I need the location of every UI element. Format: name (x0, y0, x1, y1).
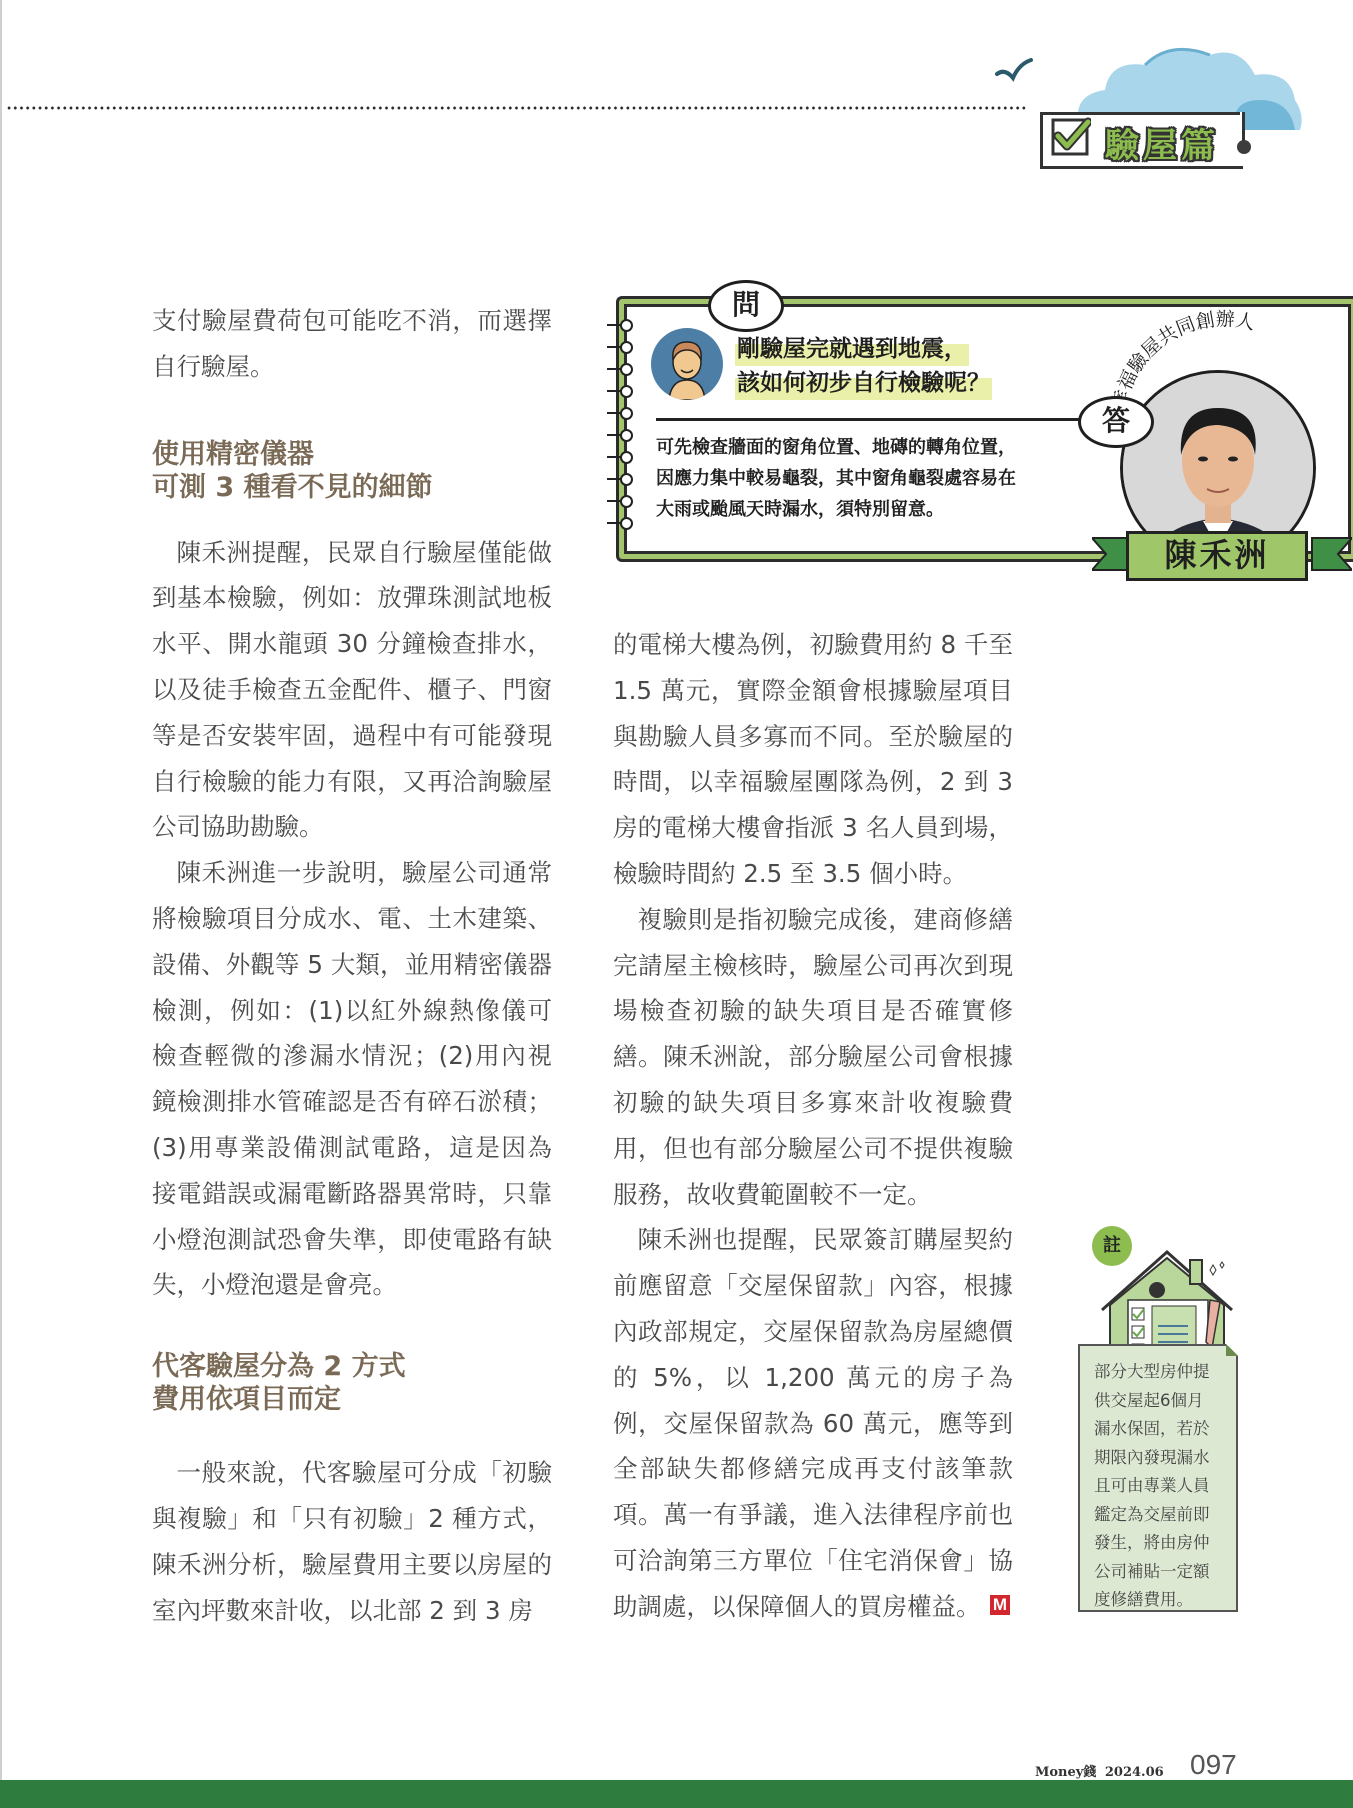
dotted-divider (6, 106, 1026, 110)
middle-column (613, 622, 1013, 1630)
footer-magazine (1035, 1761, 1164, 1780)
section-tag-label: 驗屋篇 (1105, 126, 1219, 166)
body-paragraph: 陳禾洲進一步說明，驗屋公司通常將檢驗項目分成水、電、土木建築、設備、外觀等 5 大類，並用精密儀器檢測，例如：(1)以紅外線熱像儀可檢查輕微的滲漏水情況；(2)用內視鏡檢測排水管確認是否有碎石淤積；(3)用專業設備測試電路，這是因為接電錯誤或漏電斷路器異常時，只靠小燈泡測試恐會失準，即使電路有缺失，小燈泡還是會亮。 (152, 858, 552, 1300)
notebook-rings (607, 319, 637, 539)
note-label-bubble: 註 (1092, 1226, 1132, 1266)
issue-date: 2024.06 (1104, 1765, 1164, 1780)
section-heading-instruments (152, 438, 552, 504)
note-line: 供交屋起6個月 (1094, 1390, 1204, 1410)
heading-line: 使用精密儀器 (152, 438, 314, 470)
section-heading-methods (152, 1350, 552, 1416)
answer-line: 大雨或颱風天時漏水，須特別留意。 (656, 499, 944, 520)
heading-line: 代客驗屋分為 2 方式 (152, 1351, 406, 1383)
note-line: 漏水保固，若於 (1094, 1419, 1210, 1438)
note-line: 期限內發現漏水 (1094, 1447, 1210, 1467)
note-line: 部分大型房仲提 (1094, 1362, 1210, 1381)
section-tag (1040, 112, 1243, 169)
footer-bar (0, 1780, 1353, 1808)
asker-avatar-icon (651, 328, 723, 400)
note-line: 公司補貼一定額 (1094, 1561, 1210, 1581)
note-line: 度修繕費用。 (1094, 1590, 1193, 1609)
note-box (1078, 1344, 1238, 1612)
answer-line: 因應力集中較易龜裂，其中窗角龜裂處容易在 (656, 468, 1016, 489)
question-line: 剛驗屋完就遇到地震， (735, 332, 969, 366)
magazine-name: Money錢 (1035, 1765, 1097, 1780)
heading-line: 費用依項目而定 (152, 1384, 341, 1416)
note-fold (1226, 1344, 1238, 1356)
question-line: 該如何初步自行檢驗呢？ (735, 366, 992, 400)
answer-text (656, 432, 1096, 525)
page-number: 097 (1190, 1749, 1237, 1780)
body-paragraph: 一般來說，代客驗屋可分成「初驗與複驗」和「只有初驗」2 種方式，陳禾洲分析，驗屋費用主要以房屋的室內坪數來計收，以北部 2 到 3 房 (152, 1458, 552, 1625)
tag-knob (1237, 140, 1251, 154)
intro-paragraph: 支付驗屋費荷包可能吃不消，而選擇自行驗屋。 (152, 306, 552, 381)
note-line: 鑑定為交屋前即 (1094, 1504, 1210, 1524)
qa-divider (656, 418, 1096, 421)
bird-icon (995, 58, 1035, 86)
expert-name: 陳禾洲 (1126, 531, 1308, 581)
body-paragraph: 的電梯大樓為例，初驗費用約 8 千至 1.5 萬元，實際金額會根據驗屋項目與勘驗人員多寡而不同。至於驗屋的時間，以幸福驗屋團隊為例，2 到 3 房的電梯大樓會指派 3 名人員到場，檢驗時間約 2.5 至 3.5 個小時。 (613, 630, 1013, 888)
expert-title-text: 福驗屋共同創辦人 (1113, 308, 1257, 394)
answer-bubble: 答 (1078, 396, 1154, 448)
left-column (152, 298, 552, 1633)
body-paragraph: 陳禾洲提醒，民眾自行驗屋僅能做到基本檢驗，例如：放彈珠測試地板水平、開水龍頭 30 分鐘檢查排水，以及徒手檢查五金配件、櫃子、門窗等是否安裝牢固，過程中有可能發現自行檢驗的能力有限，又再洽詢驗屋公司協助勘驗。 (152, 537, 552, 842)
heading-line: 可測 3 種看不見的細節 (152, 471, 433, 503)
note-line: 且可由專業人員 (1094, 1476, 1210, 1495)
question-text (735, 332, 992, 400)
body-paragraph: 複驗則是指初驗完成後，建商修繕完請屋主檢核時，驗屋公司再次到現場檢查初驗的缺失項目是否確實修繕。陳禾洲說，部分驗屋公司會根據初驗的缺失項目多寡來計收複驗費用，但也有部分驗屋公司不提供複驗服務，故收費範圍較不一定。 (613, 904, 1013, 1209)
answer-line: 可先檢查牆面的窗角位置、地磚的轉角位置， (656, 437, 1016, 458)
checkbox-icon (1051, 116, 1091, 156)
end-mark-logo: M (990, 1595, 1010, 1615)
body-paragraph: 陳禾洲也提醒，民眾簽訂購屋契約前應留意「交屋保留款」內容，根據內政部規定，交屋保留款為房屋總價的 5%，以 1,200 萬元的房子為例，交屋保留款為 60 萬元，應等到全部缺失都修繕完成再支付該筆款項。萬一有爭議，進入法律程序前也可洽詢第三方單位「住宅消保會」協助調處，以保障個人的買房權益。 (613, 1225, 1013, 1621)
page-edge (0, 0, 2, 1808)
note-line: 發生，將由房仲 (1094, 1533, 1210, 1552)
question-bubble: 問 (708, 280, 784, 332)
